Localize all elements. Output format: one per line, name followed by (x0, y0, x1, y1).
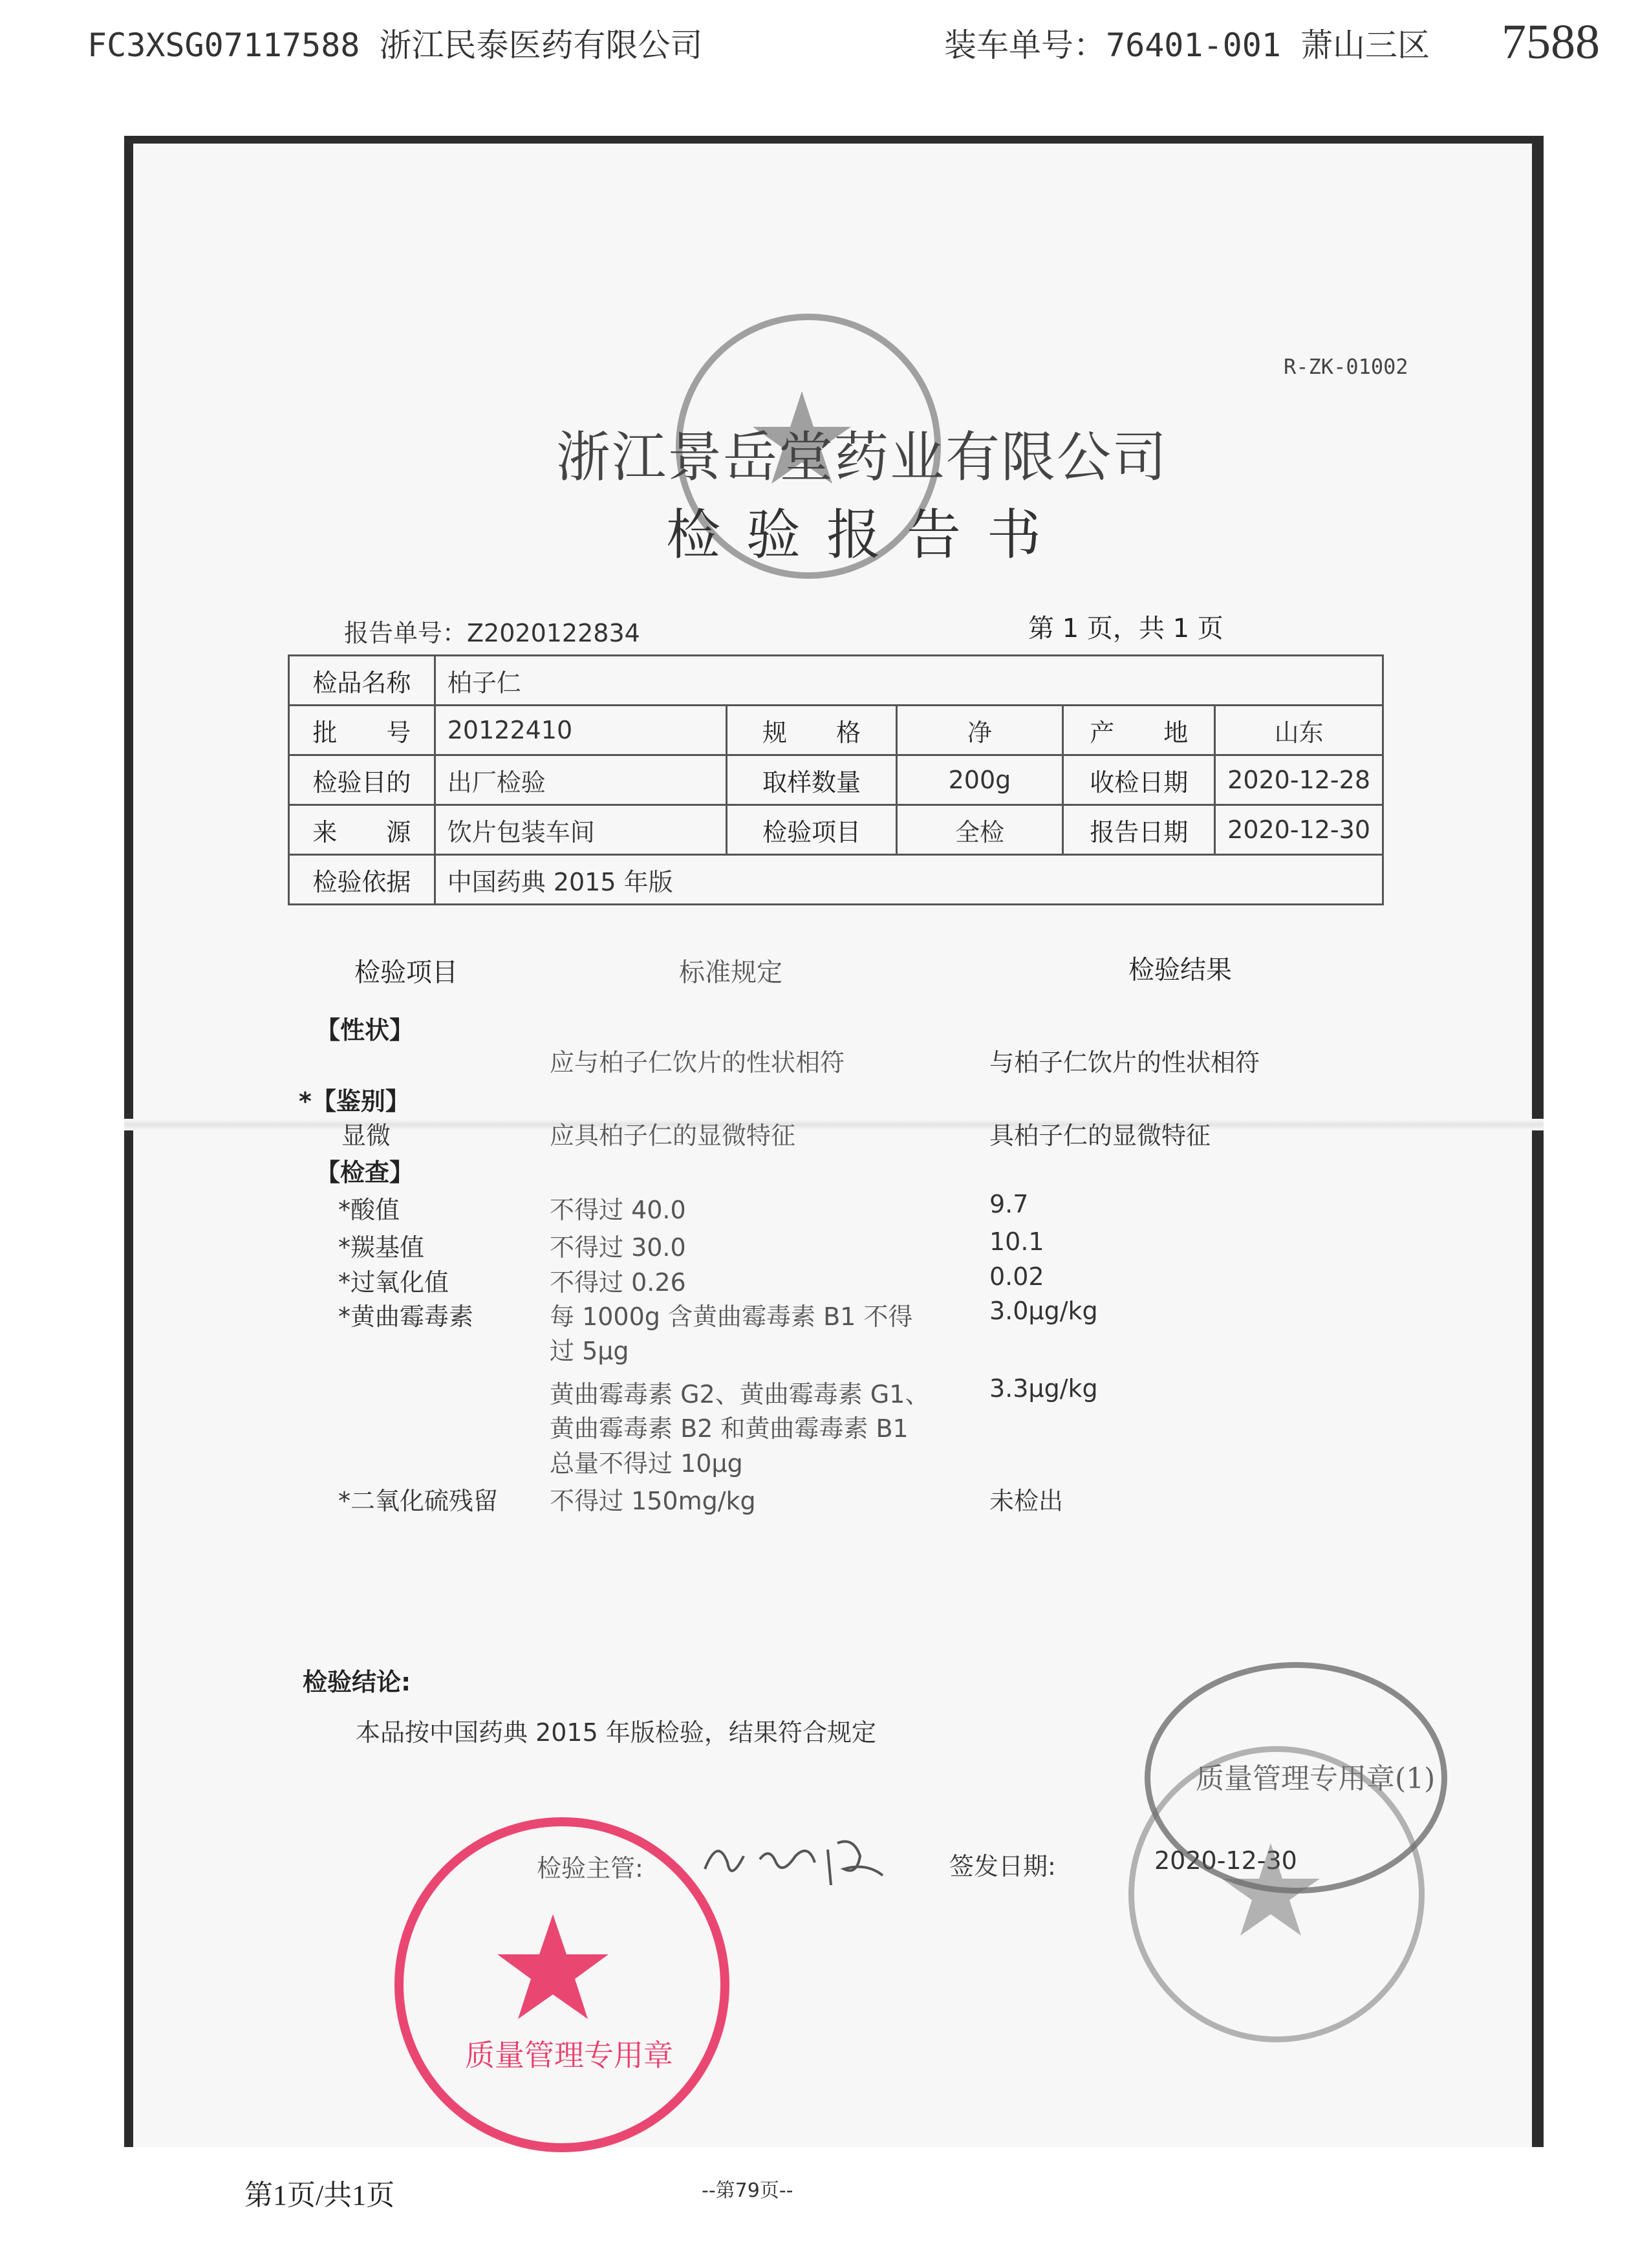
character-result: 与柏子仁饮片的性状相符 (989, 1048, 1260, 1077)
inspector-label: 检验主管: (537, 1854, 643, 1883)
section-check: 【检查】 (316, 1158, 415, 1187)
peroxide-label: *过氧化值 (338, 1268, 449, 1297)
aflatoxin-standard-1a: 每 1000g 含黄曲霉毒素 B1 不得 (550, 1302, 913, 1331)
col-item-header: 检验项目 (354, 958, 458, 988)
batch-label: 批 号 (289, 706, 435, 755)
header-tag-number: 7588 (1502, 15, 1600, 69)
header-code-line: FC3XSG07117588 浙江民泰医药有限公司 (87, 27, 703, 64)
stamp-jiuzhoutong-text: 质量管理专用章(1) (1196, 1762, 1436, 1795)
header-loading-no: 装车单号：76401-001 萧山三区 (944, 27, 1430, 64)
section-identification: *【鉴别】 (299, 1087, 410, 1116)
items-label: 检验项目 (727, 805, 896, 855)
carbonyl-standard: 不得过 30.0 (550, 1233, 686, 1262)
purpose-value: 出厂检验 (435, 755, 727, 805)
aflatoxin-standard-1b: 过 5μg (550, 1337, 629, 1365)
carbonyl-label: *羰基值 (338, 1233, 425, 1262)
page-info: 第 1 页，共 1 页 (1028, 614, 1223, 643)
receive-date-label: 收检日期 (1063, 755, 1215, 805)
acid-standard: 不得过 40.0 (550, 1196, 686, 1224)
product-name-label: 检品名称 (289, 656, 435, 706)
items-value: 全检 (896, 805, 1063, 855)
origin-label: 产 地 (1063, 706, 1215, 755)
report-title: 检验报告书 (666, 503, 1068, 567)
spec-label: 规 格 (727, 706, 896, 755)
conclusion-text: 本品按中国药典 2015 年版检验，结果符合规定 (356, 1718, 876, 1747)
aflatoxin-label: *黄曲霉毒素 (338, 1302, 474, 1331)
so2-result: 未检出 (989, 1487, 1064, 1515)
micro-label: 显微 (341, 1121, 391, 1150)
report-date-label: 报告日期 (1063, 805, 1215, 855)
aflatoxin-result-1: 3.0μg/kg (989, 1297, 1098, 1325)
micro-standard: 应具柏子仁的显微特征 (550, 1121, 796, 1150)
micro-result: 具柏子仁的显微特征 (989, 1121, 1211, 1150)
so2-label: *二氧化硫残留 (338, 1487, 499, 1515)
issue-date-label: 签发日期: (949, 1852, 1056, 1881)
basis-value: 中国药典 2015 年版 (435, 855, 1383, 905)
document-number: R-ZK-01002 (1284, 354, 1408, 379)
sample-qty-label: 取样数量 (727, 755, 896, 805)
star-icon (394, 1817, 711, 2134)
company-name: 浙江景岳堂药业有限公司 (556, 426, 1169, 489)
aflatoxin-standard-2c: 总量不得过 10μg (550, 1449, 743, 1478)
col-result-header: 检验结果 (1128, 955, 1232, 985)
product-name-value: 柏子仁 (435, 656, 1383, 706)
basis-label: 检验依据 (289, 855, 435, 905)
acid-label: *酸值 (338, 1196, 400, 1224)
spec-value: 净 (896, 706, 1063, 755)
footer-page-label: 第1页/共1页 (244, 2179, 395, 2211)
origin-value: 山东 (1215, 706, 1383, 755)
source-label: 来 源 (289, 805, 435, 855)
peroxide-result: 0.02 (989, 1262, 1044, 1291)
issue-date-value: 2020-12-30 (1154, 1846, 1297, 1875)
info-table (288, 654, 1384, 905)
peroxide-standard: 不得过 0.26 (550, 1268, 686, 1297)
section-character: 【性状】 (316, 1016, 415, 1044)
report-number: 报告单号：Z2020122834 (344, 619, 640, 647)
aflatoxin-standard-2b: 黄曲霉毒素 B2 和黄曲霉毒素 B1 (550, 1414, 909, 1443)
stamp-red-text: 质量管理专用章 (465, 2038, 673, 2073)
acid-result: 9.7 (989, 1190, 1029, 1218)
character-standard: 应与柏子仁饮片的性状相符 (550, 1048, 845, 1077)
source-value: 饮片包装车间 (435, 805, 727, 855)
receive-date-value: 2020-12-28 (1215, 755, 1383, 805)
stamp-mintai-red (394, 1817, 729, 2152)
footer-page-number: --第79页-- (702, 2179, 793, 2202)
report-date-value: 2020-12-30 (1215, 805, 1383, 855)
carbonyl-result: 10.1 (989, 1227, 1044, 1256)
paper-fold (124, 1119, 1544, 1130)
col-standard-header: 标准规定 (679, 958, 782, 988)
stamp-jingyuetang-bottom (1128, 1746, 1425, 2042)
inspector-signature (698, 1824, 892, 1895)
aflatoxin-result-2: 3.3μg/kg (989, 1374, 1098, 1403)
star-icon (1128, 1746, 1413, 2031)
batch-value: 20122410 (435, 706, 727, 755)
sample-qty-value: 200g (896, 755, 1063, 805)
so2-standard: 不得过 150mg/kg (550, 1487, 756, 1515)
purpose-label: 检验目的 (289, 755, 435, 805)
conclusion-label: 检验结论: (303, 1668, 411, 1696)
aflatoxin-standard-2a: 黄曲霉毒素 G2、黄曲霉毒素 G1、 (550, 1380, 930, 1409)
